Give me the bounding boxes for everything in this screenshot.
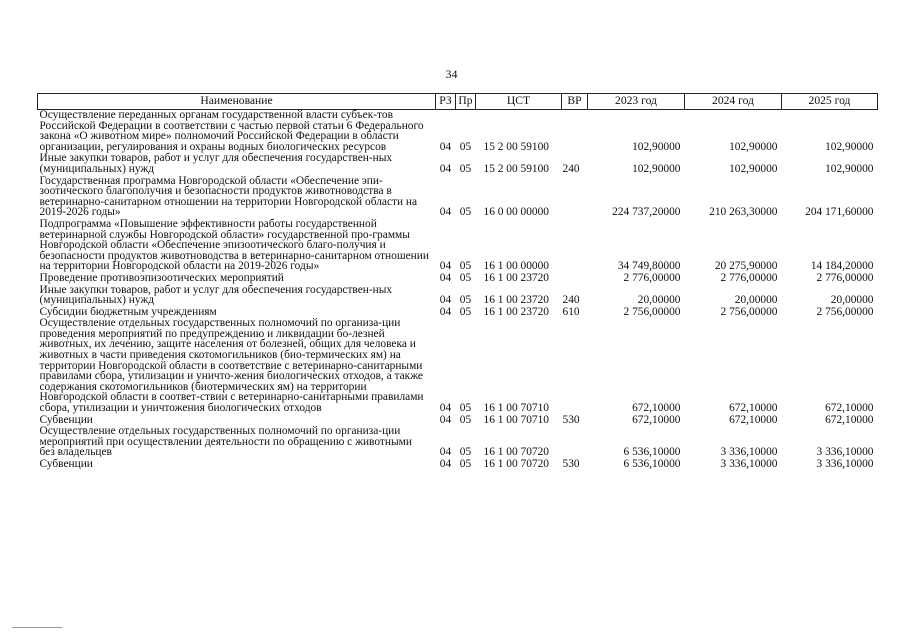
row-vr	[562, 273, 588, 285]
row-amount-2024: 2 756,00000	[720, 305, 778, 318]
header-pr: Пр	[456, 94, 476, 110]
table-row	[38, 318, 878, 414]
row-name: Проведение противоэпизоотических мероприятий	[39, 271, 284, 284]
row-cst: 16 1 00 70710	[483, 402, 549, 415]
header-vr: ВР	[562, 94, 588, 110]
header-2025: 2025 год	[782, 94, 878, 110]
row-amount-2025: 14 184,20000	[810, 260, 874, 273]
row-pr: 05	[459, 260, 472, 273]
row-amount-2025: 3 336,10000	[816, 458, 874, 470]
row-rz: 04	[439, 458, 452, 470]
row-name: Субсидии бюджетным учреждениям	[39, 305, 217, 318]
row-vr: 610	[562, 305, 580, 318]
row-vr	[562, 318, 588, 414]
row-amount-2023: 34 749,80000	[617, 260, 681, 273]
row-amount-2023: 672,10000	[632, 402, 681, 415]
table-body	[38, 110, 878, 471]
row-rz: 04	[439, 413, 452, 426]
row-rz: 04	[439, 260, 452, 273]
row-vr: 240	[562, 294, 580, 307]
row-name: Осуществление переданных органам государственной власти субъек-тов Российской Федерации в соответствии с частью первой статьи 6 Федерального закона «О животном мире» полномочий Российской Федерации в области организации, регулирования и охраны водных биологических ресурсов	[39, 109, 424, 153]
row-cst: 16 1 00 70720	[483, 458, 549, 470]
row-amount-2025: 102,90000	[825, 162, 874, 175]
row-rz: 04	[439, 402, 452, 415]
row-amount-2023: 102,90000	[632, 140, 681, 153]
row-amount-2024: 3 336,10000	[720, 458, 778, 470]
row-amount-2024: 210 263,30000	[709, 206, 778, 219]
row-rz: 04	[439, 305, 452, 318]
row-amount-2024: 3 336,10000	[720, 446, 778, 459]
row-vr: 530	[562, 413, 580, 426]
row-pr: 05	[459, 305, 472, 318]
footer-divider	[12, 627, 62, 628]
row-pr: 05	[459, 294, 472, 307]
table-row	[38, 110, 878, 154]
header-rz: РЗ	[436, 94, 456, 110]
row-name: Субвенции	[39, 458, 93, 470]
row-pr: 05	[459, 140, 472, 153]
row-pr: 05	[459, 162, 472, 175]
header-2024: 2024 год	[685, 94, 782, 110]
row-amount-2024: 2 776,00000	[720, 271, 778, 284]
row-vr: 240	[562, 162, 580, 175]
row-amount-2025: 672,10000	[825, 413, 874, 426]
row-amount-2025: 3 336,10000	[816, 446, 874, 459]
row-amount-2024: 20,00000	[734, 294, 778, 307]
row-amount-2024: 20 275,90000	[714, 260, 778, 273]
row-cst: 15 2 00 59100	[483, 162, 549, 175]
row-amount-2024: 672,10000	[729, 413, 778, 426]
row-amount-2025: 20,00000	[830, 294, 874, 307]
row-vr: 530	[562, 458, 580, 470]
row-amount-2023: 672,10000	[632, 413, 681, 426]
header-name: Наименование	[38, 94, 436, 110]
row-rz: 04	[439, 271, 452, 284]
row-cst: 16 1 00 23720	[483, 305, 549, 318]
row-cst: 16 1 00 70710	[483, 413, 549, 426]
table-header-row	[38, 94, 878, 110]
row-cst: 16 1 00 00000	[483, 260, 549, 273]
row-amount-2024: 102,90000	[729, 140, 778, 153]
row-name: Осуществление отдельных государственных полномочий по организа-ции мероприятий при осуществлении деятельности по обращению с животными без владельцев	[39, 425, 412, 459]
table-row	[38, 273, 878, 285]
row-rz: 04	[439, 446, 452, 459]
table-row	[38, 176, 878, 219]
row-amount-2025: 102,90000	[825, 140, 874, 153]
row-vr	[562, 426, 588, 459]
row-rz: 04	[439, 206, 452, 219]
table-row	[38, 285, 878, 307]
row-pr: 05	[459, 458, 472, 470]
row-cst: 16 1 00 23720	[483, 271, 549, 284]
header-cst: ЦСТ	[476, 94, 562, 110]
row-pr: 05	[459, 402, 472, 415]
row-name: Подпрограмма «Повышение эффективности работы государственной ветеринарной службы Новгородской области» государственной про-граммы Новгородской области «Обеспечение эпизоотического благо-получия и безопасности продуктов животноводства в ветеринарно-санитарном отношении на территории Новгородской области на 2019-2026 годы»	[39, 217, 429, 273]
row-name: Государственная программа Новгородской области «Обеспечение эпи-зоотического благополучия и безопасности продуктов животноводства в ветеринарно-санитарном отношении на территории Новгородской области на 2019-2026 годы»	[39, 174, 418, 219]
row-amount-2025: 2 776,00000	[816, 271, 874, 284]
row-amount-2023: 2 776,00000	[623, 271, 681, 284]
budget-table	[37, 93, 878, 471]
row-amount-2023: 224 737,20000	[612, 206, 681, 219]
row-pr: 05	[459, 446, 472, 459]
row-pr: 05	[459, 206, 472, 219]
row-rz: 04	[439, 140, 452, 153]
row-rz: 04	[439, 162, 452, 175]
row-name: Осуществление отдельных государственных полномочий по организа-ции проведения мероприятий по предупреждению и ликвидации бо-лезней животных, их лечению, защите населения от болезней, общих для человека и животных в части приведения скотомогильников (био-термических ям) на территории Новгородской области в соответствие с ветеринарно-санитарными правилами сбора, утилизации и уничто-жения биологических отходов, а также содержания скотомогильников (биотермических ям) на территории Новгородской области в соответ-ствии с ветеринарно-санитарными правилами сбора, утилизации и уничтожения биологических отходов	[39, 317, 424, 415]
row-amount-2023: 2 756,00000	[623, 305, 681, 318]
row-amount-2025: 672,10000	[825, 402, 874, 415]
row-amount-2023: 20,00000	[637, 294, 681, 307]
row-cst: 16 0 00 00000	[483, 206, 549, 219]
row-amount-2023: 6 536,10000	[623, 446, 681, 459]
page-number: 34	[445, 67, 458, 81]
row-amount-2024: 102,90000	[729, 162, 778, 175]
row-amount-2023: 102,90000	[632, 162, 681, 175]
header-2023: 2023 год	[588, 94, 685, 110]
row-pr: 05	[459, 413, 472, 426]
table-row	[38, 153, 878, 175]
row-name: Иные закупки товаров, работ и услуг для обеспечения государствен-ных (муниципальных) нужд	[39, 283, 393, 307]
row-cst: 16 1 00 70720	[483, 446, 549, 459]
row-amount-2023: 6 536,10000	[623, 458, 681, 470]
row-pr: 05	[459, 271, 472, 284]
row-name: Субвенции	[39, 413, 93, 426]
table-row	[38, 219, 878, 273]
row-vr	[562, 110, 588, 154]
row-amount-2024: 672,10000	[729, 402, 778, 415]
row-amount-2025: 204 171,60000	[805, 206, 874, 219]
row-cst: 16 1 00 23720	[483, 294, 549, 307]
row-amount-2025: 2 756,00000	[816, 305, 874, 318]
table-row	[38, 459, 878, 471]
table-row	[38, 426, 878, 459]
row-cst: 15 2 00 59100	[483, 140, 549, 153]
row-rz: 04	[439, 294, 452, 307]
row-name: Иные закупки товаров, работ и услуг для обеспечения государствен-ных (муниципальных) нужд	[39, 152, 393, 175]
row-vr	[562, 219, 588, 273]
row-vr	[562, 176, 588, 219]
